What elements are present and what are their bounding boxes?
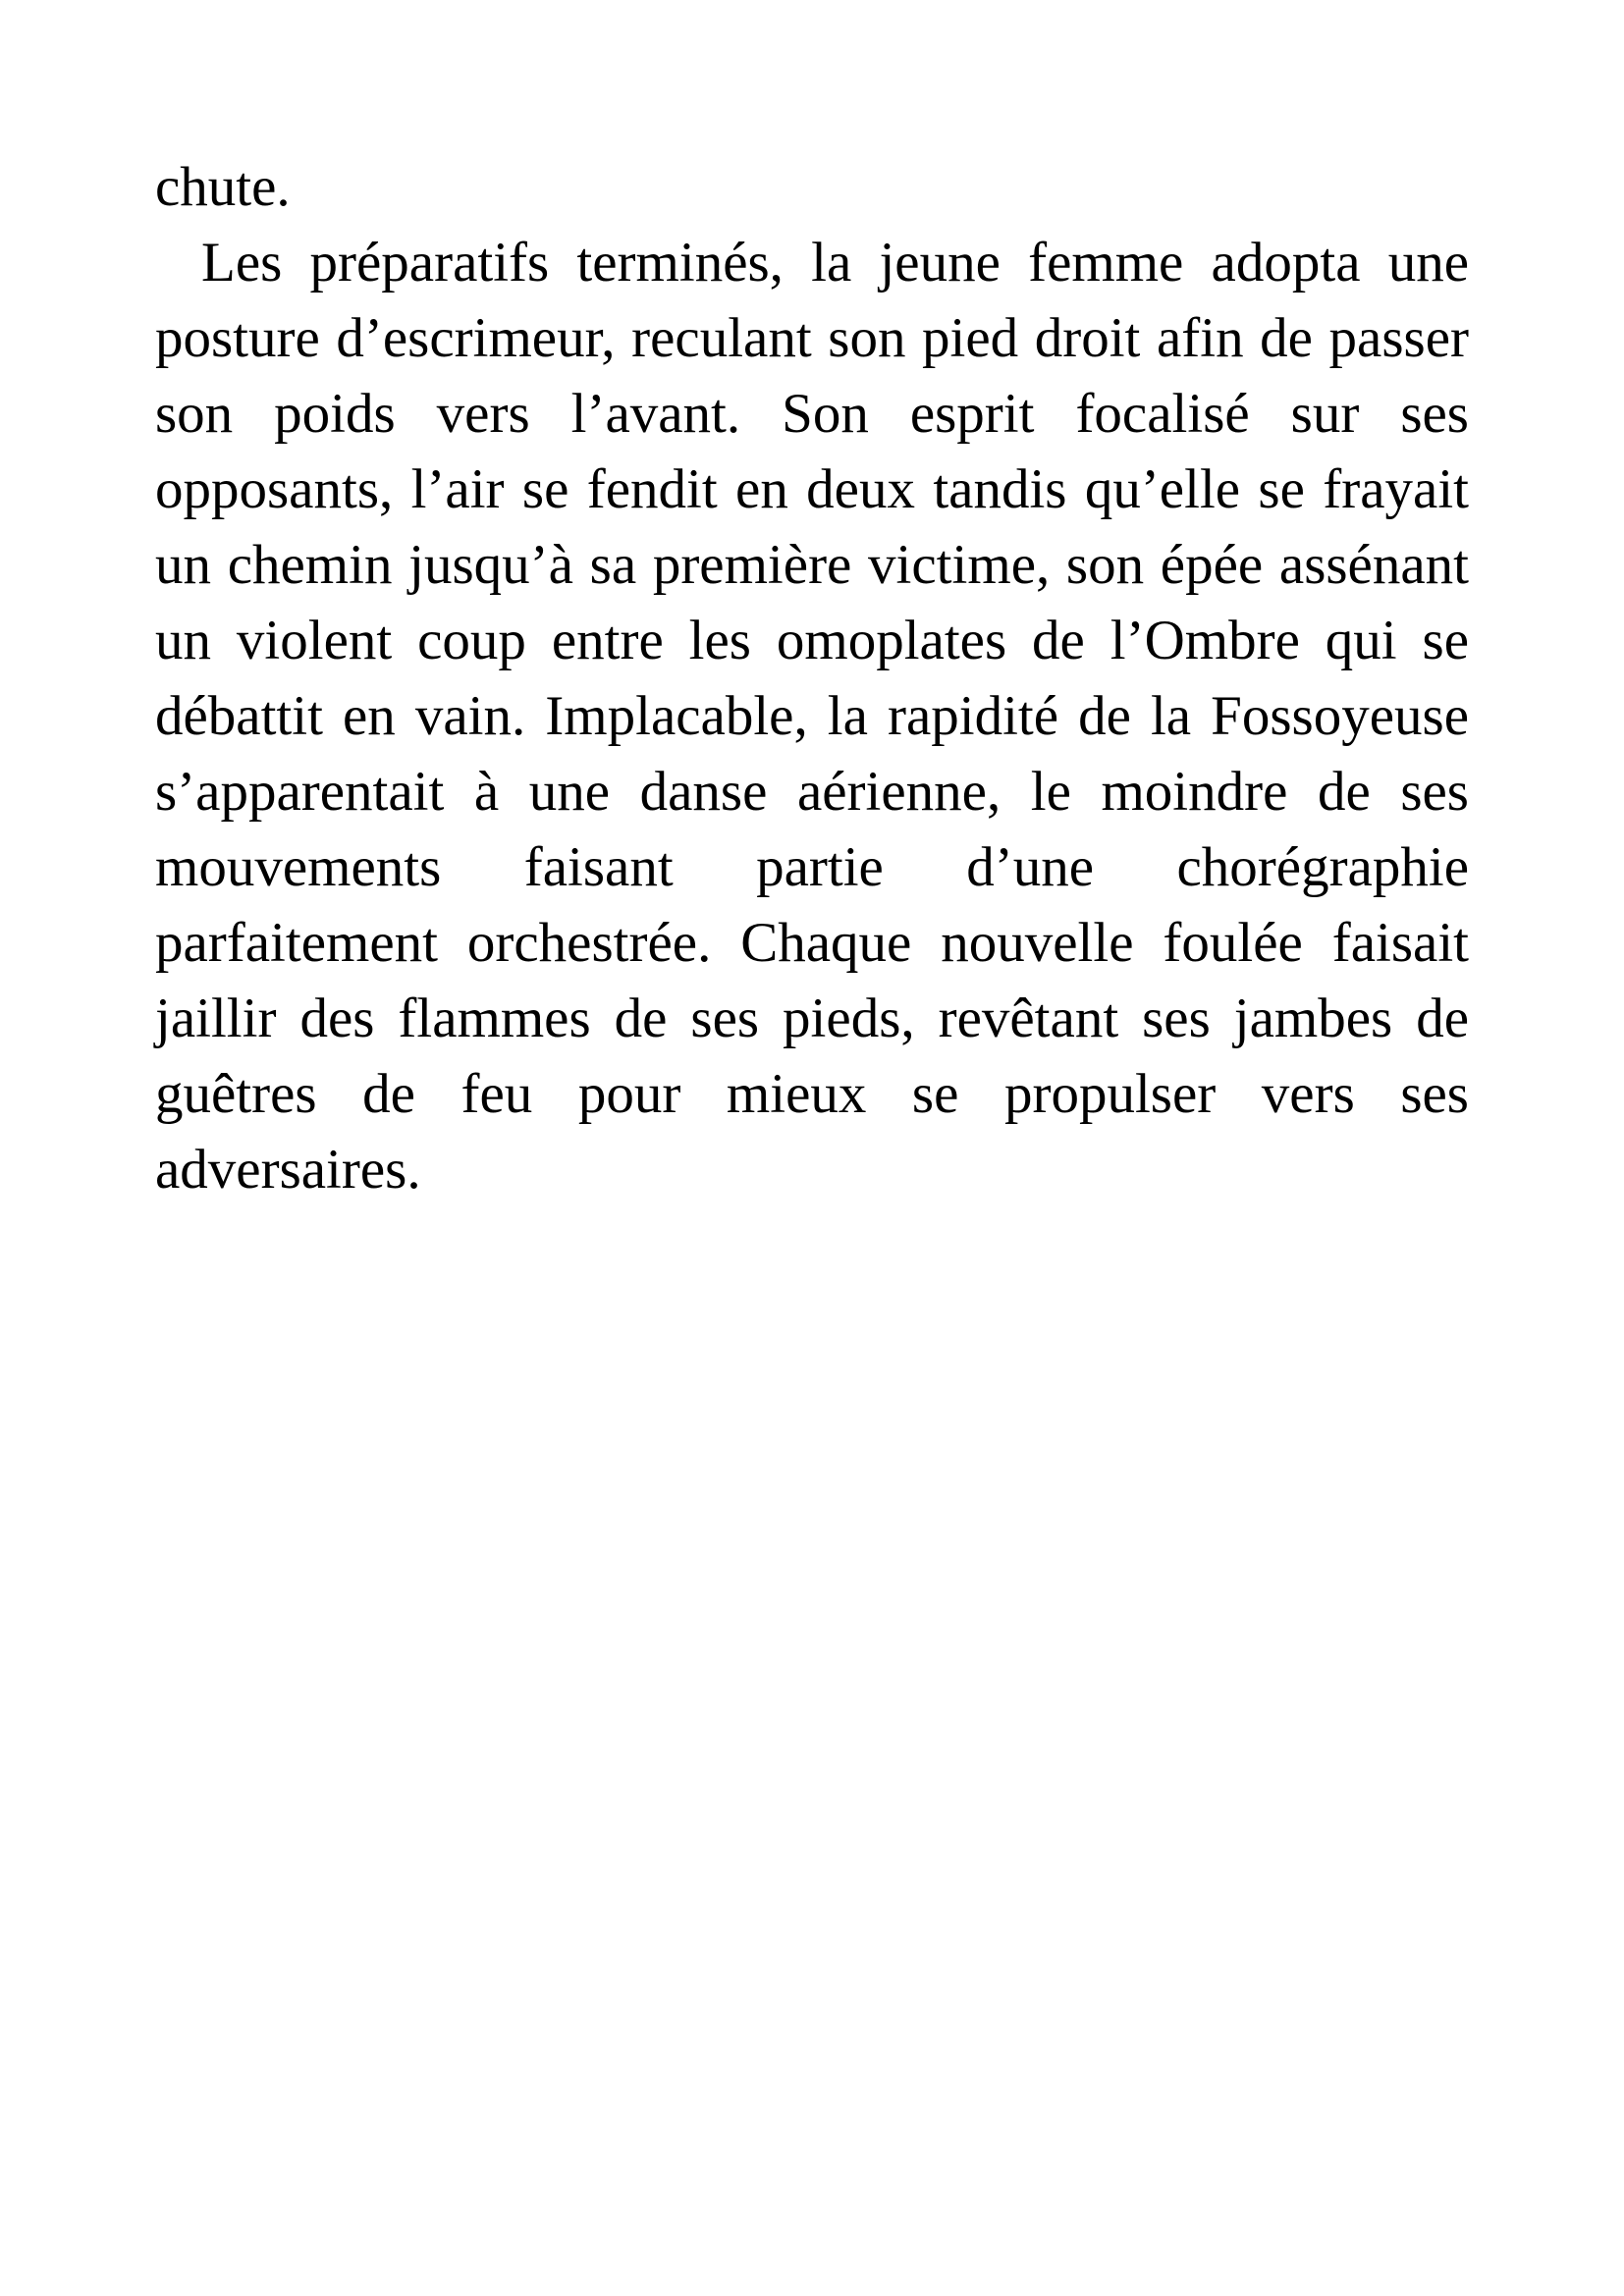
text-line: s’apparentait à une danse aérienne, le moindre de ses [155,761,1469,823]
text-line: opposants, l’air se fendit en deux tandis qu’elle se frayait [155,458,1469,520]
text-line: posture d’escrimeur, reculant son pied droit afin de passer [155,307,1469,369]
text-line: mouvements faisant partie d’une chorégraphie [155,836,1469,898]
text-line-paragraph-end: adversaires. [155,1139,421,1201]
text-line: parfaitement orchestrée. Chaque nouvelle foulée faisait [155,912,1469,974]
text-line-paragraph-start: Les préparatifs terminés, la jeune femme adopta une [201,232,1469,294]
text-line: un violent coup entre les omoplates de l’Ombre qui se [155,610,1469,671]
text-line: jaillir des flammes de ses pieds, revêtant ses jambes de [155,988,1469,1049]
body-text [155,149,1469,1207]
text-line: guêtres de feu pour mieux se propulser vers ses [155,1063,1469,1125]
text-line: son poids vers l’avant. Son esprit focalisé sur ses [155,383,1469,445]
text-line: un chemin jusqu’à sa première victime, son épée assénant [155,534,1469,596]
text-line: débattit en vain. Implacable, la rapidité de la Fossoyeuse [155,685,1469,747]
text-line: chute. [155,156,291,218]
